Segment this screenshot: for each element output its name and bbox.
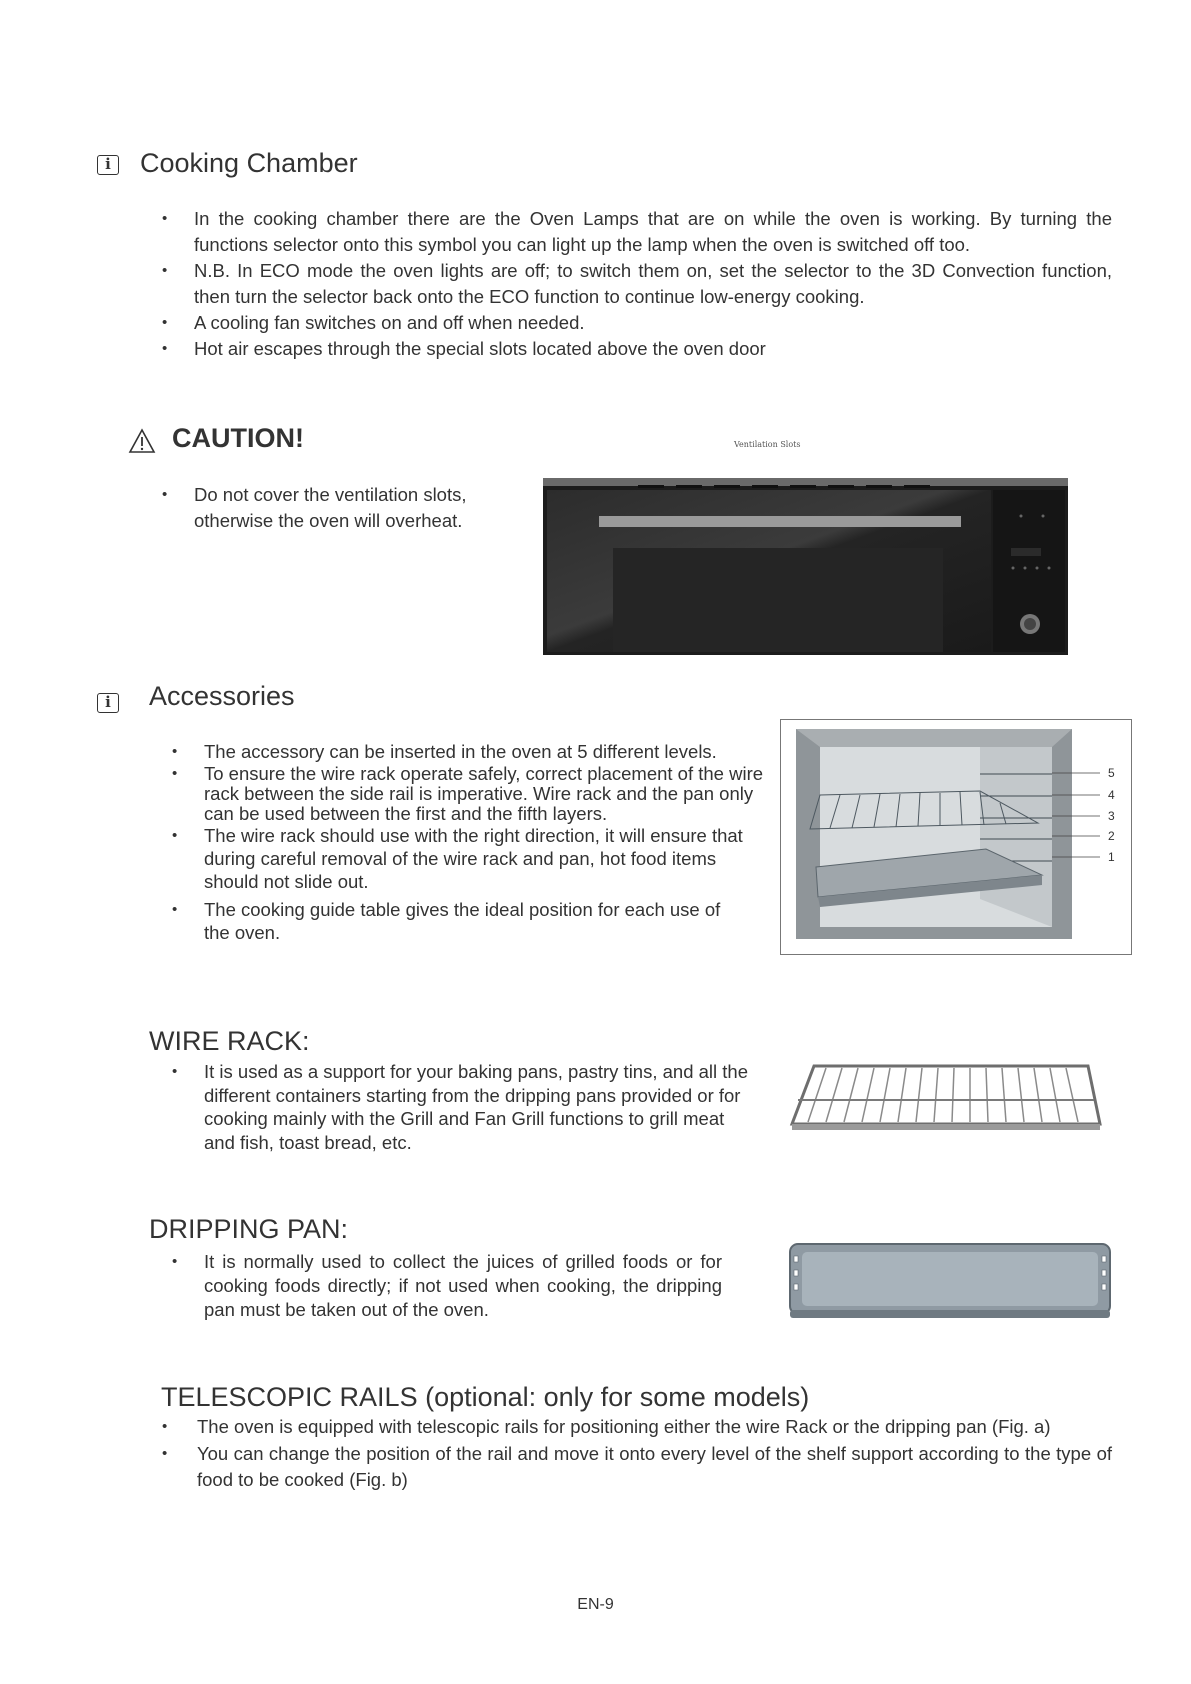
list-item: • N.B. In ECO mode the oven lights are off; to switch them on, set the selector to the 3D Convection function, then turn the selector back onto the ECO function to continue low-energy cooking. (162, 258, 1112, 310)
dripping-pan-list (172, 1250, 722, 1322)
section-title-cooking-chamber: Cooking Chamber (140, 148, 358, 178)
telescopic-list (162, 1414, 1112, 1493)
cooking-chamber-list (162, 206, 1112, 362)
list-item: • It is used as a support for your baking pans, pastry tins, and all the different containers starting from the dripping pans provided or for cooking mainly with the Grill and Fan Grill functions to grill meat and fish, toast bread, etc. (172, 1060, 752, 1154)
page-number: EN-9 (577, 1596, 614, 1613)
list-item: • The oven is equipped with telescopic rails for positioning either the wire Rack or the dripping pan (Fig. a) (162, 1414, 1112, 1440)
list-item: • You can change the position of the rail and move it onto every level of the shelf support according to the type of food to be cooked (Fig. b) (162, 1441, 1112, 1493)
oven-front-image (543, 478, 1068, 655)
oven-levels-diagram (780, 719, 1132, 955)
level-label: 3 (1108, 809, 1115, 823)
list-item: • It is normally used to collect the juices of grilled foods or for cooking foods directly; if not used when cooking, the dripping pan must be taken out of the oven. (172, 1250, 722, 1322)
section-title-accessories: Accessories (149, 681, 295, 711)
list-item: • In the cooking chamber there are the Oven Lamps that are on while the oven is working. By turning the functions selector onto this symbol you can light up the lamp when the oven is switched off too. (162, 206, 1112, 258)
warning-triangle-icon (128, 428, 156, 454)
list-item: • A cooling fan switches on and off when needed. (162, 310, 1112, 336)
list-item: • The accessory can be inserted in the oven at 5 different levels. (172, 740, 772, 764)
list-item: • The cooking guide table gives the ideal position for each use of the oven. (172, 898, 744, 944)
info-icon: i (97, 155, 119, 175)
info-icon: i (97, 693, 119, 713)
accessories-list (172, 740, 772, 944)
section-title-dripping-pan: DRIPPING PAN: (149, 1214, 349, 1244)
list-item: • To ensure the wire rack operate safely, correct placement of the wire rack between the side rail is imperative. Wire rack and the pan only can be used between the first and the fifth layers. (172, 764, 772, 824)
caution-title: CAUTION! (172, 423, 304, 453)
dripping-pan-image (786, 1240, 1118, 1324)
section-title-telescopic-rails: TELESCOPIC RAILS (optional: only for some models) (161, 1382, 810, 1412)
list-item: • Hot air escapes through the special slots located above the oven door (162, 336, 1112, 362)
level-label: 2 (1108, 829, 1115, 843)
list-item: • The wire rack should use with the right direction, it will ensure that during careful removal of the wire rack and pan, hot food items should not slide out. (172, 824, 744, 893)
level-label: 4 (1108, 788, 1115, 802)
ventilation-slots-caption: Ventilation Slots (734, 440, 801, 449)
wire-rack-image (786, 1060, 1102, 1138)
section-title-wire-rack: WIRE RACK: (149, 1026, 310, 1056)
list-item: • Do not cover the ventilation slots, otherwise the oven will overheat. (162, 482, 502, 534)
wire-rack-list (172, 1060, 752, 1154)
level-label: 5 (1108, 766, 1115, 780)
level-label: 1 (1108, 850, 1115, 864)
caution-list (162, 482, 502, 534)
